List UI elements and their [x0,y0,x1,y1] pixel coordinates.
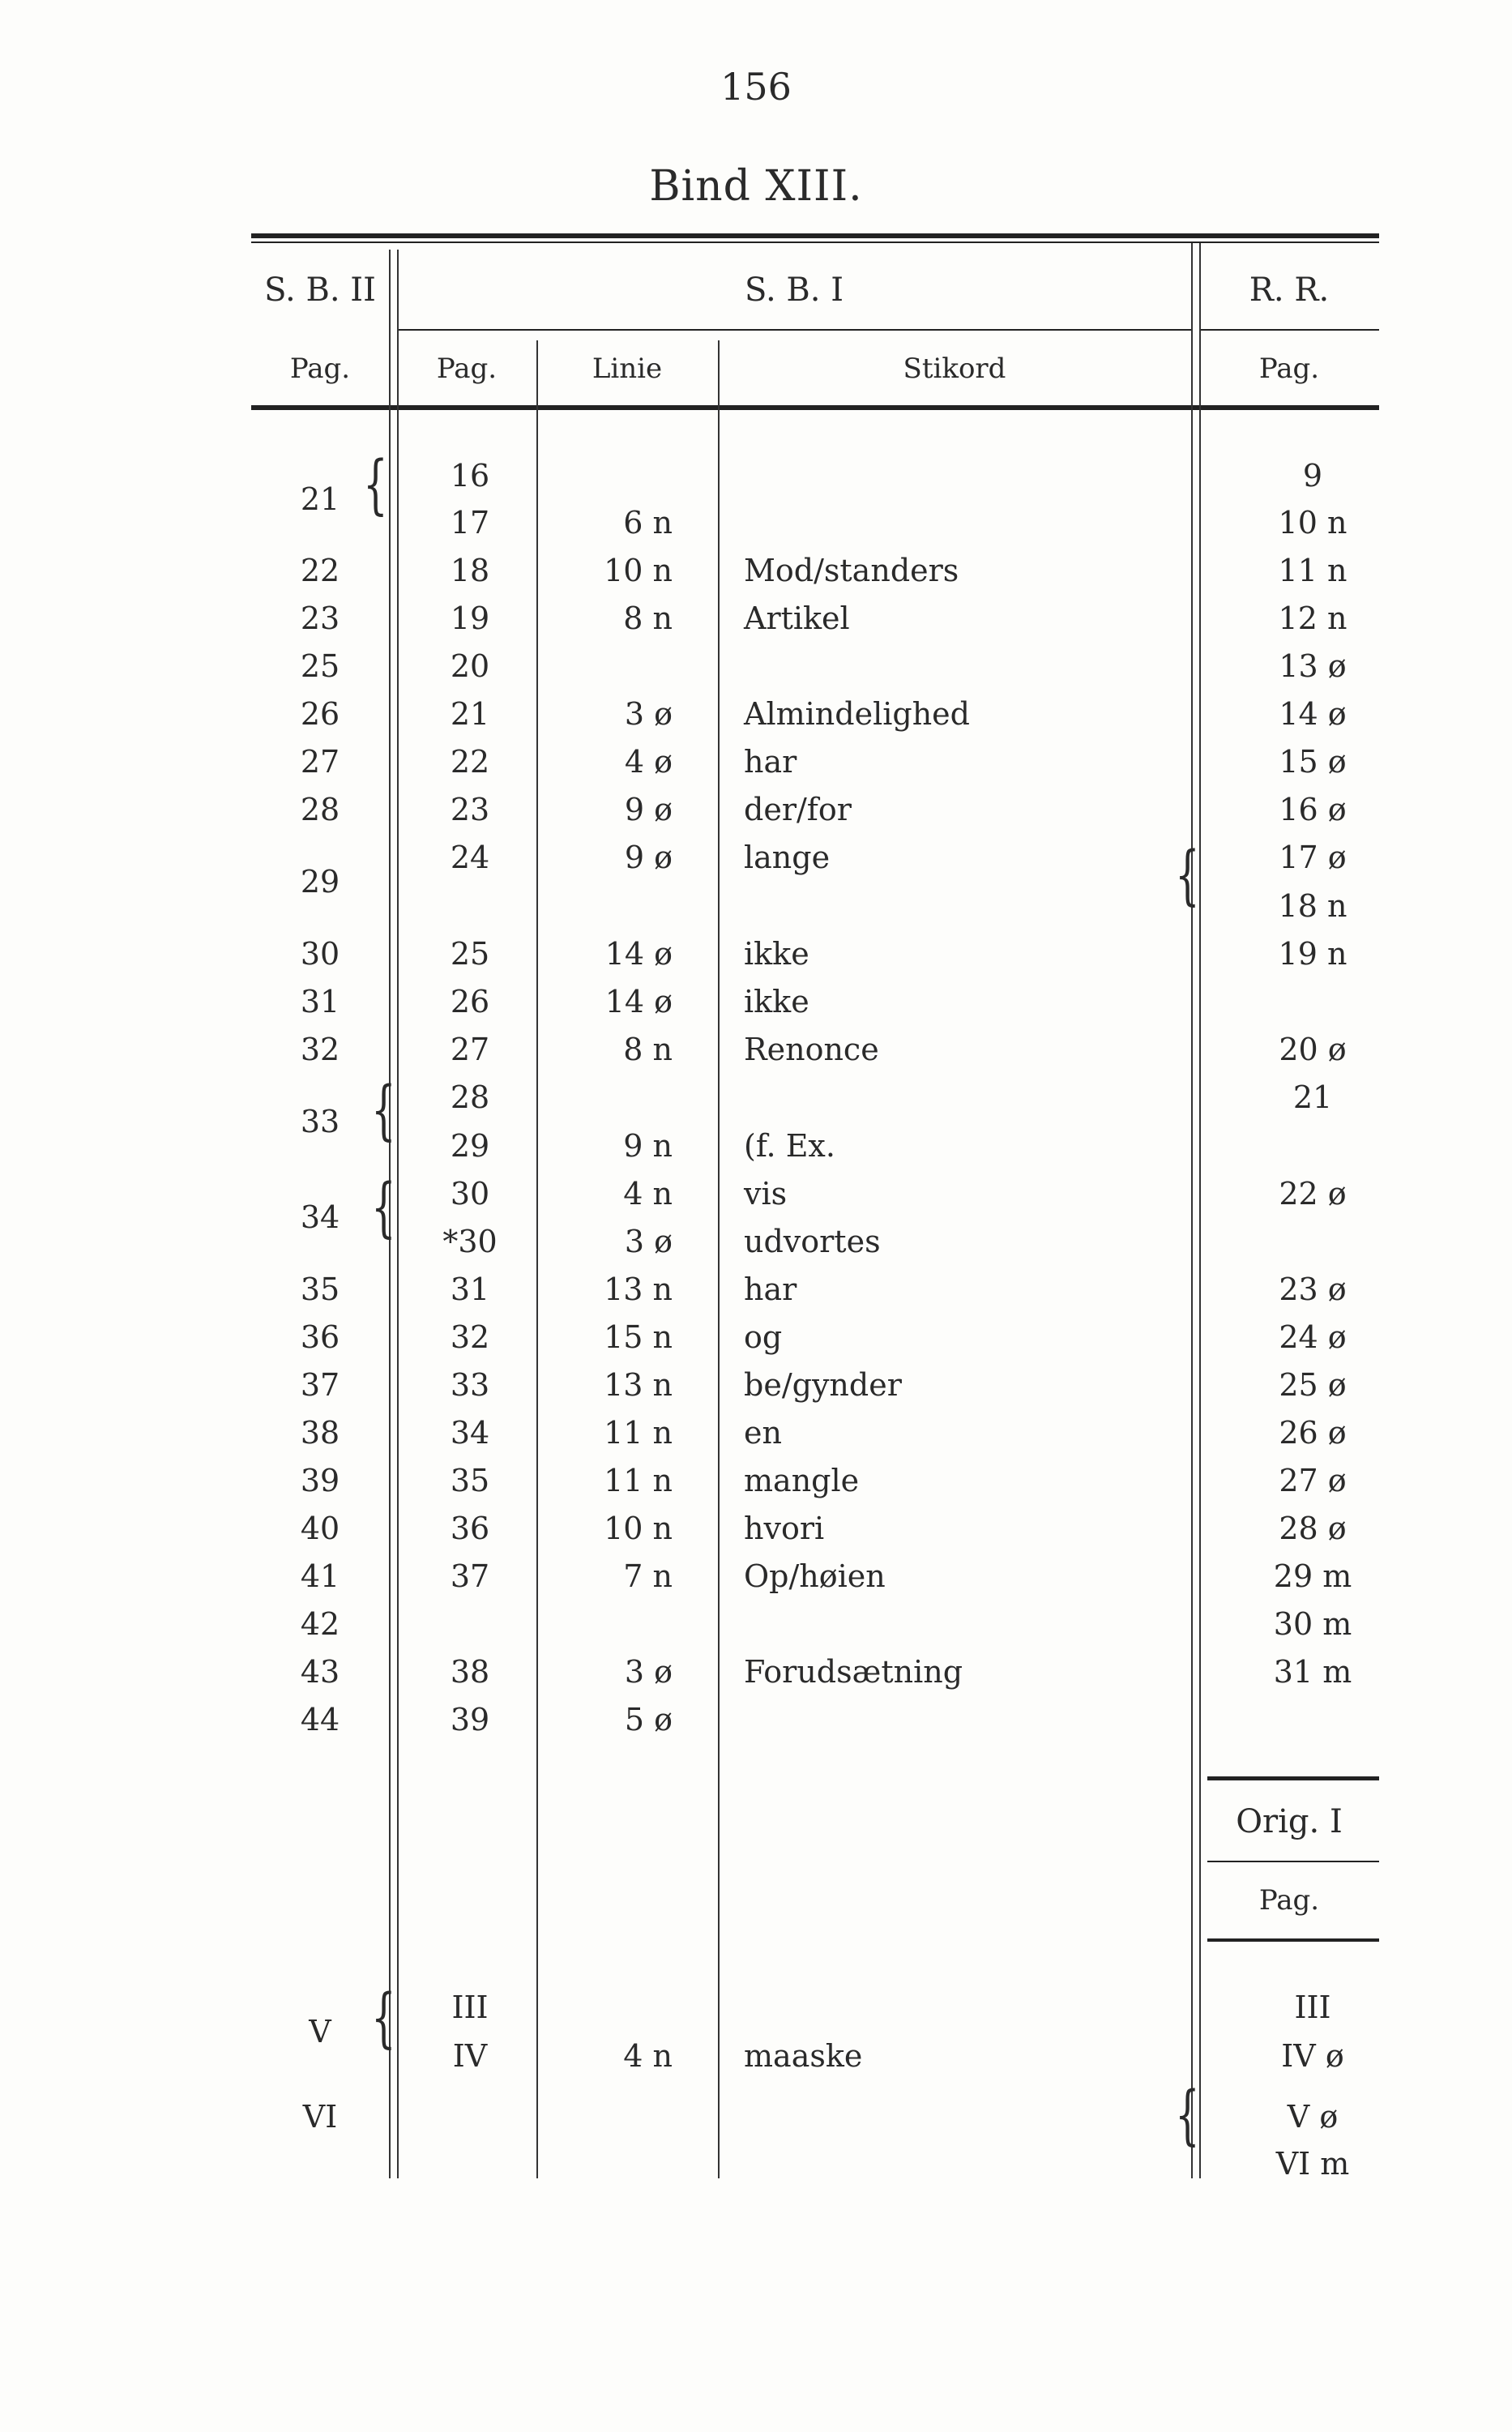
cell-stikord: en [744,1415,782,1451]
cell-rr: 30 m [1273,1606,1352,1642]
header-subrule [397,329,1191,331]
divider-linie [718,340,720,2178]
cell-stikord: Almindelighed [744,696,970,732]
cell-pag: III [451,1990,489,2025]
cell-stikord: lange [744,840,831,875]
cell-sv2: 33 [300,1104,340,1139]
cell-linie: 15 n [604,1319,673,1355]
cell-rr: 11 n [1278,553,1348,588]
cell-pag: 32 [450,1319,490,1355]
cell-sv2: 44 [300,1702,340,1737]
cell-stikord: og [744,1319,783,1355]
header-sv2: S. B. II [264,271,376,309]
cell-stikord: Mod/standers [744,553,959,588]
cell-sv2: 23 [300,601,340,636]
cell-pag: 38 [450,1654,490,1690]
cell-sv2: 37 [300,1367,340,1403]
cell-rr: 24 ø [1279,1319,1347,1355]
header-subrule-rr [1199,329,1379,331]
header-bottom-rule [251,405,1379,410]
cell-stikord: ikke [744,936,809,972]
cell-sv2: 42 [300,1606,340,1642]
brace-sv2-21: { [363,447,388,522]
orig-top-rule [1207,1776,1379,1780]
cell-sv2: V [309,2014,331,2049]
cell-rr: 16 ø [1279,792,1347,827]
cell-sv2: 21 [300,481,340,517]
top-rule-thin [251,241,1379,243]
cell-stikord: udvortes [744,1224,881,1259]
cell-rr: 13 ø [1279,648,1347,684]
cell-sv2: 31 [300,984,340,1019]
cell-linie: 8 n [623,1032,673,1067]
cell-linie: 3 ø [624,696,673,732]
page-heading: Bind XIII. [649,162,863,211]
cell-stikord: Forudsætning [744,1654,963,1690]
orig-header: Orig. I [1236,1803,1343,1840]
cell-linie: 13 n [604,1272,673,1307]
top-rule [251,233,1379,238]
cell-rr: 31 m [1273,1654,1352,1690]
cell-pag: 26 [450,984,490,1019]
cell-linie: 8 n [623,601,673,636]
cell-pag: IV [452,2038,488,2074]
cell-linie: 3 ø [624,1654,673,1690]
brace-rr-vi: { [1175,2077,1200,2152]
cell-pag: 35 [450,1463,490,1498]
cell-stikord: der/for [744,792,852,827]
cell-linie: 10 n [604,553,673,588]
brace-sv2-v: { [371,1980,396,2055]
cell-pag: 19 [450,601,490,636]
cell-linie: 7 n [623,1558,673,1594]
cell-pag: 36 [450,1511,490,1546]
header-rr: R. R. [1249,271,1330,309]
cell-sv2: 38 [300,1415,340,1451]
cell-rr: IV ø [1281,2038,1344,2074]
cell-linie: 4 ø [624,744,673,780]
orig-sub-rule [1207,1861,1379,1862]
cell-rr: 29 m [1273,1558,1352,1594]
cell-pag: 39 [450,1702,490,1737]
orig-bottom-rule [1207,1938,1379,1942]
cell-sv2: 41 [300,1558,340,1594]
subheader-sv1-linie: Linie [592,353,663,385]
cell-stikord: mangle [744,1463,860,1498]
cell-rr: 26 ø [1279,1415,1347,1451]
cell-pag: 31 [450,1272,490,1307]
divider-pag [536,340,538,2178]
cell-pag: 23 [450,792,490,827]
divider-rr-left [1191,243,1193,2178]
cell-linie: 14 ø [604,936,673,972]
cell-rr: 18 n [1278,888,1348,924]
cell-rr: 23 ø [1279,1272,1347,1307]
cell-rr: 12 n [1278,601,1348,636]
cell-sv2: 26 [300,696,340,732]
cell-pag: 21 [450,696,490,732]
brace-rr-29: { [1175,837,1200,913]
cell-pag: 33 [450,1367,490,1403]
cell-rr: 15 ø [1279,744,1347,780]
cell-sv2: 30 [300,936,340,972]
cell-stikord: Op/høien [744,1558,886,1594]
subheader-rr-pag: Pag. [1258,353,1320,385]
cell-rr: 14 ø [1279,696,1347,732]
cell-rr: 20 ø [1279,1032,1347,1067]
subheader-sv1-stikord: Stikord [903,353,1006,385]
cell-pag: *30 [442,1224,498,1259]
cell-pag: 34 [450,1415,490,1451]
brace-sv2-33: { [371,1072,396,1148]
cell-sv2: 25 [300,648,340,684]
cell-linie: 5 ø [624,1702,673,1737]
cell-linie: 3 ø [624,1224,673,1259]
cell-pag: 29 [450,1128,490,1164]
cell-stikord: Artikel [744,601,850,636]
cell-stikord: vis [744,1176,788,1212]
cell-rr: 27 ø [1279,1463,1347,1498]
cell-sv2: 39 [300,1463,340,1498]
cell-stikord: ikke [744,984,809,1019]
cell-stikord: Renonce [744,1032,879,1067]
subheader-sv1-pag: Pag. [436,353,498,385]
cell-sv2: 34 [300,1199,340,1235]
cell-pag: 16 [450,458,490,494]
cell-pag: 20 [450,648,490,684]
cell-rr: 19 n [1278,936,1348,972]
cell-sv2: 35 [300,1272,340,1307]
cell-sv2: 22 [300,553,340,588]
cell-pag: 28 [450,1079,490,1115]
cell-stikord: har [744,1272,797,1307]
cell-stikord: be/gynder [744,1367,902,1403]
cell-linie: 4 n [623,2038,673,2074]
cell-rr: 17 ø [1279,840,1347,875]
cell-sv2: 43 [300,1654,340,1690]
cell-rr: 22 ø [1279,1176,1347,1212]
cell-pag: 27 [450,1032,490,1067]
cell-stikord: hvori [744,1511,825,1546]
cell-stikord: (f. Ex. [744,1128,835,1164]
cell-sv2: 29 [300,864,340,900]
cell-rr: 21 [1292,1079,1333,1115]
cell-pag: 30 [450,1176,490,1212]
cell-sv2: 32 [300,1032,340,1067]
cell-pag: 18 [450,553,490,588]
cell-pag: 24 [450,840,490,875]
cell-sv2: VI [302,2099,338,2135]
cell-sv2: 27 [300,744,340,780]
cell-linie: 13 n [604,1367,673,1403]
cell-rr: 25 ø [1279,1367,1347,1403]
cell-linie: 9 n [623,1128,673,1164]
cell-pag: 17 [450,505,490,541]
divider-sv2-right [397,250,399,2178]
cell-linie: 10 n [604,1511,673,1546]
cell-rr: 10 n [1278,505,1348,541]
header-sv1: S. B. I [744,271,844,309]
cell-pag: 25 [450,936,490,972]
cell-rr: 9 [1302,458,1323,494]
cell-linie: 11 n [604,1463,673,1498]
cell-linie: 4 n [623,1176,673,1212]
cell-rr: VI m [1275,2146,1350,2182]
cell-rr: V ø [1287,2099,1339,2135]
page-number: 156 [720,65,792,109]
subheader-sv2-pag: Pag. [289,353,351,385]
orig-subheader: Pag. [1258,1884,1320,1917]
cell-sv2: 36 [300,1319,340,1355]
cell-linie: 9 ø [624,840,673,875]
cell-linie: 9 ø [624,792,673,827]
cell-pag: 37 [450,1558,490,1594]
cell-pag: 22 [450,744,490,780]
brace-sv2-34: { [371,1169,396,1245]
cell-linie: 14 ø [604,984,673,1019]
cell-rr: 28 ø [1279,1511,1347,1546]
cell-stikord: maaske [744,2038,863,2074]
cell-stikord: har [744,744,797,780]
cell-linie: 6 n [623,505,673,541]
cell-rr: III [1294,1990,1331,2025]
cell-sv2: 40 [300,1511,340,1546]
cell-sv2: 28 [300,792,340,827]
cell-linie: 11 n [604,1415,673,1451]
